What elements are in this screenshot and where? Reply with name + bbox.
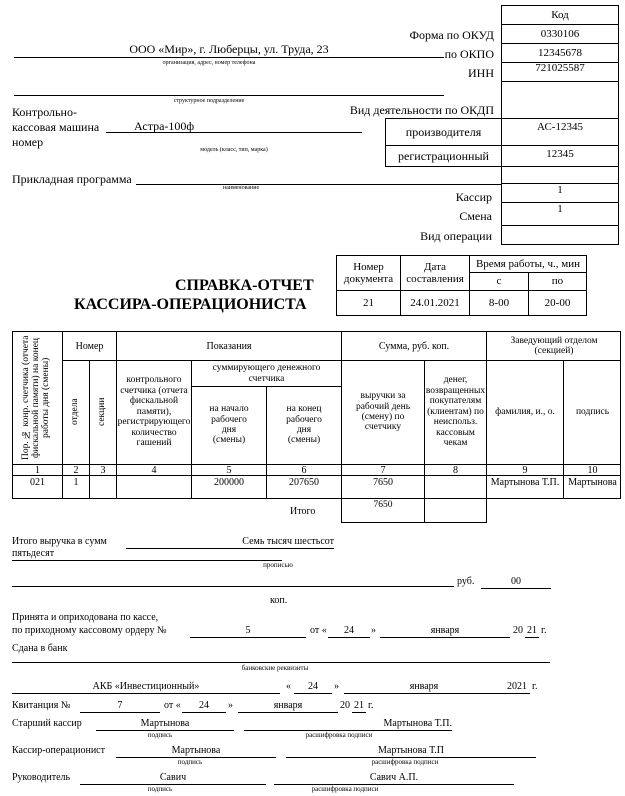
total-value-cell bbox=[341, 498, 425, 523]
doc-number-header: Номер документа bbox=[343, 260, 394, 285]
from-cell bbox=[469, 290, 529, 316]
receipt-year-prefix: 20 bbox=[340, 700, 350, 711]
kkm-value-text: Астра-100ф bbox=[134, 119, 195, 133]
manufacturer-cell bbox=[501, 118, 619, 146]
col-num-7: 7 bbox=[380, 464, 386, 476]
program-caption: наименование bbox=[222, 185, 260, 191]
col-revenue-header: выручки за рабочий день (смену) по счетчику bbox=[355, 391, 411, 433]
total-label: Итого bbox=[290, 506, 316, 517]
doc-title-1: СПРАВКА-ОТЧЕТ bbox=[175, 277, 314, 294]
org-caption: организация, адрес, номер телефона bbox=[162, 60, 256, 66]
shift-cell bbox=[501, 202, 619, 226]
row-start: 200000 bbox=[214, 477, 244, 488]
row-sign: Мартынова bbox=[568, 477, 617, 488]
okdp-cell bbox=[501, 81, 619, 119]
inn-value: 721025587 bbox=[535, 61, 585, 74]
bank-month: января bbox=[344, 681, 504, 694]
doc-number-cell bbox=[336, 290, 401, 316]
col-start-header: на начало рабочего дня (смены) bbox=[209, 404, 249, 446]
okud-value: 0330106 bbox=[540, 27, 580, 40]
order-from-label: от « bbox=[310, 625, 327, 636]
doc-date-header-cell bbox=[400, 255, 470, 291]
row-end: 207650 bbox=[289, 477, 319, 488]
operator-decode-caption: расшифровка подписи bbox=[371, 758, 439, 766]
col-num-1: 1 bbox=[35, 464, 40, 476]
org-name: ООО «Мир», г. Люберцы, ул. Труда, 23 bbox=[129, 42, 329, 56]
senior-cashier-sign-caption: подпись bbox=[147, 731, 173, 739]
senior-cashier-sign: Мартынова bbox=[96, 718, 234, 731]
kkm-caption: модель (класс, тип, марка) bbox=[200, 147, 268, 153]
bank-value: АКБ «Инвестиционный» bbox=[12, 681, 280, 694]
bank-day: 24 bbox=[294, 681, 332, 694]
doc-title-2: КАССИРА-ОПЕРАЦИОНИСТА bbox=[74, 296, 307, 313]
head-name: Савич А.П. bbox=[274, 772, 514, 785]
col-section-header: секции bbox=[97, 397, 108, 427]
col-num-2: 2 bbox=[73, 464, 79, 476]
doc-date-header: Дата составления bbox=[406, 260, 464, 285]
bank-caption: банковские реквизиты bbox=[241, 664, 309, 672]
to-cell bbox=[528, 290, 587, 316]
col-name-header: фамилия, и., о. bbox=[495, 406, 555, 417]
rub-label: руб. bbox=[457, 576, 475, 587]
order-year: 21 bbox=[527, 625, 537, 636]
to-value: 20-00 bbox=[544, 296, 571, 309]
shift-label: Смена bbox=[459, 209, 492, 223]
bank-year: 2021 bbox=[504, 681, 530, 694]
to-header: по bbox=[551, 275, 564, 288]
manufacturer-label: производителя bbox=[405, 125, 482, 140]
kkm-value bbox=[106, 120, 362, 133]
total-text-value: Семь тысяч шестьсот bbox=[126, 536, 334, 549]
words-caption: прописью bbox=[263, 561, 293, 569]
head-label: Руководитель bbox=[12, 772, 71, 783]
order-month: января bbox=[380, 625, 510, 638]
org-line bbox=[14, 57, 444, 58]
col-num-10: 10 bbox=[587, 464, 598, 476]
kkm-label-3: номер bbox=[12, 135, 44, 149]
col-readings-header: Показания bbox=[206, 340, 252, 352]
order-year-prefix: 20 bbox=[513, 625, 523, 636]
bank-year-label: г. bbox=[532, 681, 538, 692]
okpo-value: 12345678 bbox=[538, 46, 582, 59]
head-sign-caption: подпись bbox=[147, 785, 173, 793]
accepted-label-2: по приходному кассовому ордеру № bbox=[12, 625, 167, 636]
order-year-label: г. bbox=[541, 625, 547, 636]
shift-value: 1 bbox=[557, 202, 563, 215]
operator-sign: Мартынова bbox=[116, 745, 276, 758]
col-num-9: 9 bbox=[522, 464, 528, 476]
col-dept-header: отдела bbox=[70, 398, 81, 426]
kkm-label-1: Контрольно- bbox=[12, 105, 77, 119]
operation-cell bbox=[501, 225, 619, 245]
words-line bbox=[12, 586, 454, 587]
unit-line bbox=[14, 95, 444, 96]
kkm-label-2: кассовая машина bbox=[12, 120, 100, 134]
row-order: 021 bbox=[30, 477, 45, 488]
receipt-month: января bbox=[238, 700, 338, 713]
registration-value: 12345 bbox=[546, 147, 574, 160]
okud-label: Форма по ОКУД bbox=[409, 28, 494, 42]
bank-line bbox=[12, 662, 550, 663]
code-label: Код bbox=[551, 8, 569, 21]
receipt-from-label: от « bbox=[164, 700, 181, 711]
col-end-header: на конец рабочего дня (смены) bbox=[286, 404, 322, 446]
col-num-8: 8 bbox=[453, 464, 458, 476]
senior-cashier-name: Мартынова Т.П. bbox=[244, 718, 452, 731]
work-time-header-cell bbox=[469, 255, 587, 273]
total-text-value-2: пятьдесят bbox=[12, 548, 282, 561]
col-head-header: Заведующий отделом (секцией) bbox=[510, 335, 598, 356]
receipt-year-label: г. bbox=[368, 700, 374, 711]
registration-label: регистрационный bbox=[398, 149, 489, 164]
registration-label-cell bbox=[385, 145, 502, 167]
inn-label: ИНН bbox=[468, 66, 494, 80]
okpo-label: по ОКПО bbox=[444, 47, 494, 61]
from-header: с bbox=[496, 275, 502, 288]
bank-label: Сдана в банк bbox=[12, 643, 68, 654]
col-number-header: Номер bbox=[75, 340, 104, 352]
row-revenue: 7650 bbox=[373, 477, 393, 488]
row-dept: 1 bbox=[73, 477, 79, 488]
col-num-5: 5 bbox=[226, 464, 232, 476]
col-num-4: 4 bbox=[151, 464, 157, 476]
col-num-3: 3 bbox=[100, 464, 106, 476]
okud-cell bbox=[501, 24, 619, 44]
senior-cashier-decode-caption: расшифровка подписи bbox=[305, 731, 373, 739]
doc-date-value: 24.01.2021 bbox=[410, 296, 460, 309]
kop-label: коп. bbox=[270, 595, 288, 606]
cashier-label: Кассир bbox=[455, 190, 492, 204]
kop-value: 00 bbox=[481, 576, 551, 589]
operator-label: Кассир-операционист bbox=[12, 745, 105, 756]
unit-caption: структурное подразделение bbox=[173, 98, 245, 104]
to-header-cell bbox=[528, 272, 587, 291]
receipt-close-quote: » bbox=[228, 700, 233, 711]
cashier-value: 1 bbox=[557, 183, 563, 196]
bank-close-quote: » bbox=[334, 681, 339, 692]
program-label: Прикладная программа bbox=[12, 172, 132, 186]
total-returned-cell bbox=[424, 498, 487, 523]
col-amount-header: Сумма, руб. коп. bbox=[378, 340, 450, 352]
row-name: Мартынова Т.П. bbox=[490, 477, 560, 488]
total-text-label: Итого выручка в сумм bbox=[12, 536, 107, 547]
receipt-year: 21 bbox=[354, 700, 364, 711]
from-value: 8-00 bbox=[488, 296, 510, 309]
operation-label: Вид операции bbox=[420, 229, 492, 243]
order-no: 5 bbox=[190, 625, 306, 638]
doc-number-value: 21 bbox=[363, 296, 374, 309]
receipt-no: 7 bbox=[80, 700, 160, 713]
col-summing-header: суммирующего денежного счетчика bbox=[212, 363, 321, 384]
manufacturer-label-cell bbox=[385, 118, 502, 146]
head-sign: Савич bbox=[80, 772, 266, 785]
col-num-6: 6 bbox=[301, 464, 307, 476]
operator-sign-caption: подпись bbox=[177, 758, 203, 766]
order-close-quote: » bbox=[371, 625, 376, 636]
receipt-day: 24 bbox=[182, 700, 226, 713]
receipt-label: Квитанция № bbox=[12, 700, 71, 711]
manufacturer-value: АС-12345 bbox=[537, 120, 583, 133]
from-header-cell bbox=[469, 272, 529, 291]
col-sign-header: подпись bbox=[575, 406, 610, 417]
code-header-cell bbox=[501, 5, 619, 25]
registration-cell bbox=[501, 145, 619, 167]
grid-line bbox=[89, 360, 90, 499]
col-order-header: Пор. № конр. счетчика (отчета фискальной памяти) на конец работы дня (смены) bbox=[21, 335, 51, 461]
cashier-cell bbox=[501, 183, 619, 203]
inn-cell bbox=[501, 62, 619, 82]
order-day: 24 bbox=[328, 625, 370, 638]
accepted-label-1: Принята и оприходована по кассе, bbox=[12, 612, 159, 623]
head-decode-caption: расшифровка подписи bbox=[311, 785, 379, 793]
bank-from-quote: « bbox=[286, 681, 291, 692]
col-returned-header: денег, возвращенных покупателям (клиентам) по неиспольз. кассовым чекам bbox=[425, 375, 486, 449]
operator-name: Мартынова Т.П bbox=[286, 745, 536, 758]
senior-cashier-label: Старший кассир bbox=[12, 718, 82, 729]
doc-date-cell bbox=[400, 290, 470, 316]
work-time-header: Время работы, ч., мин bbox=[475, 257, 581, 270]
doc-number-header-cell bbox=[336, 255, 401, 291]
total-value: 7650 bbox=[373, 500, 393, 510]
okdp-label: Вид деятельности по ОКДП bbox=[349, 103, 494, 117]
col-control-header: контрольного счетчика (отчета фискальной памяти), регистрирующего количество гашений bbox=[117, 375, 191, 449]
